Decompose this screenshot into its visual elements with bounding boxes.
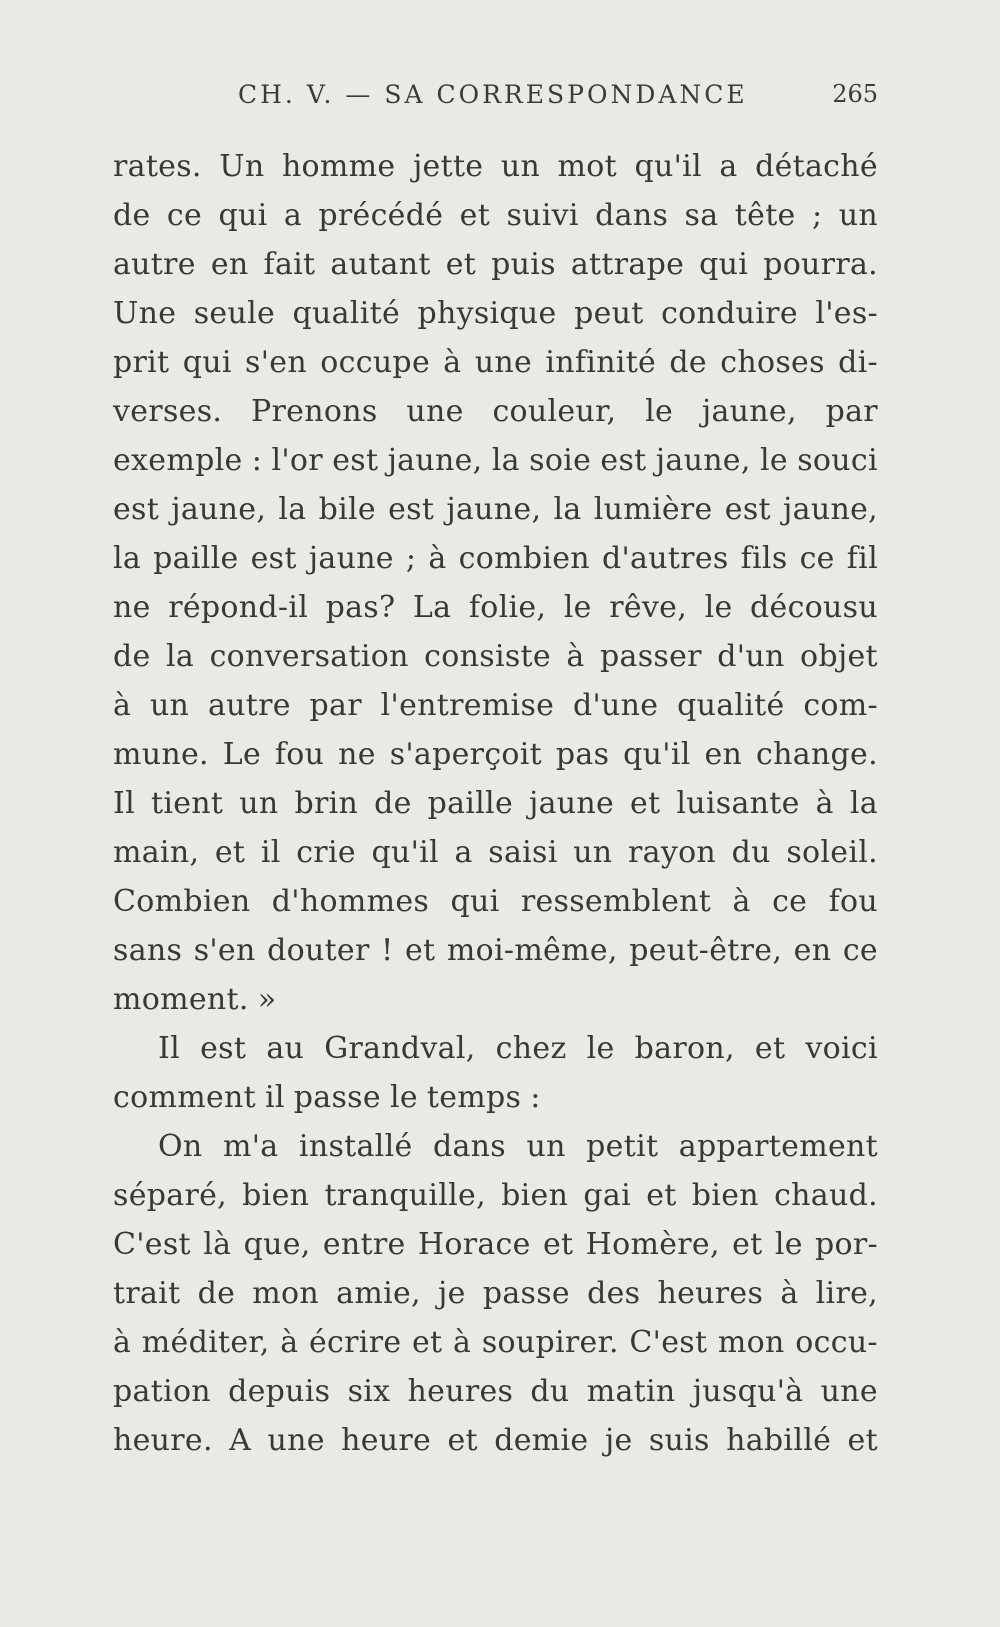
text-line [113, 1318, 878, 1367]
word: il [265, 1080, 285, 1115]
word: installé [298, 1129, 413, 1164]
word: méditer, [141, 1325, 270, 1360]
word: l'entremise [380, 688, 555, 723]
word: mune. [113, 737, 209, 772]
word: occupe [320, 345, 430, 380]
word: change. [756, 737, 878, 772]
word: jaune, [387, 443, 483, 478]
word: Homère, [585, 1227, 720, 1262]
word: de [113, 639, 151, 674]
word: occu- [795, 1325, 878, 1360]
word: qualité [292, 296, 401, 331]
word: Grandval, [324, 1031, 476, 1066]
word: Il [113, 786, 136, 821]
word: et [459, 198, 491, 233]
word: ; [811, 198, 823, 233]
word: ce [842, 933, 878, 968]
text-line [113, 583, 878, 632]
text-line [113, 142, 878, 191]
page-number: 265 [832, 80, 878, 108]
text-line [113, 1269, 878, 1318]
text-line [113, 1220, 878, 1269]
text-line [113, 1024, 878, 1073]
word: peut [574, 296, 644, 331]
word: C'est [629, 1325, 708, 1360]
word: a [719, 149, 738, 184]
word: luisante [676, 786, 800, 821]
word: bien [501, 1178, 569, 1213]
word: Une [113, 296, 177, 331]
text-line [113, 191, 878, 240]
word: jusqu'à [692, 1374, 804, 1409]
word: ce [799, 541, 835, 576]
word: C'est [113, 1227, 191, 1262]
word: le [645, 394, 674, 429]
word: gai [583, 1178, 631, 1213]
word: bien [691, 1178, 759, 1213]
word: un [573, 835, 613, 870]
text-line [113, 926, 878, 975]
word: qui [699, 247, 749, 282]
word: soie [529, 443, 592, 478]
text-line [113, 534, 878, 583]
word: à [443, 345, 462, 380]
word: s'en [193, 933, 256, 968]
word: qui [182, 345, 232, 380]
word: baron, [634, 1031, 735, 1066]
word: une [820, 1374, 878, 1409]
word: chaud. [774, 1178, 878, 1213]
word: tient [151, 786, 224, 821]
word: une [406, 394, 464, 429]
word: par [825, 394, 878, 429]
word: ne [338, 737, 376, 772]
word: séparé, [113, 1178, 227, 1213]
text-line [113, 387, 878, 436]
word: détaché [755, 149, 878, 184]
word: en [704, 737, 743, 772]
word: objet [800, 639, 878, 674]
word: soupirer. [481, 1325, 619, 1360]
word: qu'il [634, 149, 702, 184]
word: est [600, 443, 647, 478]
word: d'autres [601, 541, 729, 576]
word: précédé [318, 198, 444, 233]
word: Un [219, 149, 265, 184]
word: heure [341, 1423, 432, 1458]
word: et [630, 786, 661, 821]
word: couleur, [492, 394, 617, 429]
word: conversation [209, 639, 409, 674]
word: crie [296, 835, 356, 870]
word: : [530, 1080, 541, 1115]
word: et [732, 1227, 763, 1262]
text-line [113, 681, 878, 730]
word: la [849, 786, 878, 821]
word: dans [432, 1129, 506, 1164]
word: verses. [113, 394, 223, 429]
word: infinité [545, 345, 657, 380]
word: d'un [717, 639, 785, 674]
word: ne [113, 590, 151, 625]
word: et [847, 1423, 878, 1458]
word: Combien [113, 884, 251, 919]
running-head [118, 80, 878, 120]
word: est [200, 1031, 247, 1066]
word: le [774, 1227, 803, 1262]
word: di- [838, 345, 878, 380]
word: consiste [424, 639, 551, 674]
word: le [759, 443, 788, 478]
word: mon [717, 1325, 785, 1360]
word: prit [113, 345, 170, 380]
text-line [113, 828, 878, 877]
word: rates. [113, 149, 202, 184]
word: ! [381, 933, 394, 968]
word: passe [482, 1276, 570, 1311]
word: à [566, 639, 585, 674]
word: fou [828, 884, 878, 919]
word: On [158, 1129, 203, 1164]
word: six [347, 1374, 391, 1409]
word: la [166, 639, 195, 674]
word: à [453, 1325, 472, 1360]
word: la [491, 443, 520, 478]
word: je [604, 1423, 633, 1458]
word: combien [458, 541, 590, 576]
word: du [530, 1374, 570, 1409]
word: et [754, 1031, 786, 1066]
word: trait [113, 1276, 181, 1311]
word: autre [113, 247, 196, 282]
word: et [646, 1178, 677, 1213]
word: lire, [815, 1276, 878, 1311]
word: un [838, 198, 878, 233]
word: et [445, 247, 477, 282]
word: matin [586, 1374, 676, 1409]
word: est [113, 492, 160, 527]
word: à [113, 688, 132, 723]
word: s'aperçoit [389, 737, 543, 772]
word: Il [158, 1031, 181, 1066]
word: de [197, 1276, 236, 1311]
text-line [113, 975, 878, 1024]
word: à [780, 1276, 799, 1311]
word: fou [274, 737, 325, 772]
word: un [500, 149, 541, 184]
word: que, [243, 1227, 311, 1262]
text-line [113, 289, 878, 338]
word: autant [330, 247, 431, 282]
word: com- [803, 688, 878, 723]
word: bien [242, 1178, 310, 1213]
text-line [113, 436, 878, 485]
word: temps [426, 1080, 522, 1115]
word: est [724, 492, 771, 527]
word: l'or [271, 443, 323, 478]
word: ce [772, 884, 808, 919]
word: du [731, 835, 771, 870]
word: le [563, 590, 592, 625]
word: s'en [245, 345, 307, 380]
body-text [113, 142, 878, 1465]
word: par [309, 688, 362, 723]
word: souci [797, 443, 878, 478]
word: passer [600, 639, 702, 674]
word: a [283, 198, 303, 233]
text-line [113, 1416, 878, 1465]
word: et [214, 835, 246, 870]
word: de [669, 345, 707, 380]
word: fils [740, 541, 788, 576]
word: le [586, 1031, 615, 1066]
word: tranquille, [324, 1178, 486, 1213]
word: habillé [726, 1423, 832, 1458]
word: jaune [528, 786, 615, 821]
text-line [113, 632, 878, 681]
word: heures [657, 1276, 764, 1311]
word: fil [846, 541, 878, 576]
text-line [113, 1367, 878, 1416]
word: moi-même, [446, 933, 618, 968]
word: por- [815, 1227, 878, 1262]
word: voici [805, 1031, 878, 1066]
word: un [239, 786, 279, 821]
word: ressemblent [520, 884, 712, 919]
word: est [388, 492, 435, 527]
word: de [113, 198, 151, 233]
word: sans [113, 933, 183, 968]
word: à [428, 541, 447, 576]
word: » [257, 982, 277, 1017]
word: et [447, 1423, 478, 1458]
word: à [113, 1325, 132, 1360]
word: suivi [506, 198, 579, 233]
word: pas [555, 737, 610, 772]
word: et [412, 1325, 443, 1360]
word: exemple [113, 443, 243, 478]
word: le [389, 1080, 418, 1115]
word: décousu [750, 590, 878, 625]
word: moment. [113, 982, 249, 1017]
text-line [113, 730, 878, 779]
word: pation [113, 1374, 211, 1409]
word: Le [222, 737, 262, 772]
word: pas? [325, 590, 396, 625]
word: jaune, [701, 394, 797, 429]
word: et [404, 933, 436, 968]
word: saisi [488, 835, 558, 870]
word: qu'il [371, 835, 439, 870]
word: la [553, 492, 582, 527]
text-line [113, 1171, 878, 1220]
word: rêve, [609, 590, 688, 625]
word: est [250, 541, 297, 576]
word: paille [153, 541, 239, 576]
word: appartement [678, 1129, 878, 1164]
word: suis [648, 1423, 710, 1458]
word: brin [294, 786, 359, 821]
word: je [438, 1276, 466, 1311]
word: peut-être, [629, 933, 783, 968]
word: demie [494, 1423, 589, 1458]
word: soleil. [786, 835, 878, 870]
word: : [251, 443, 263, 478]
word: lumière [593, 492, 713, 527]
word: des [587, 1276, 641, 1311]
word: jaune [308, 541, 394, 576]
word: le [704, 590, 733, 625]
word: petit [586, 1129, 659, 1164]
word: choses [720, 345, 825, 380]
word: sa [684, 198, 719, 233]
word: au [266, 1031, 305, 1066]
word: à [815, 786, 834, 821]
word: mon [252, 1276, 320, 1311]
word: une [267, 1423, 325, 1458]
word: en [793, 933, 832, 968]
word: folie, [468, 590, 547, 625]
word: un [526, 1129, 566, 1164]
word: autre [207, 688, 291, 723]
word: entre [322, 1227, 406, 1262]
word: qui [218, 198, 268, 233]
word: il [260, 835, 281, 870]
word: là [203, 1227, 232, 1262]
word: jaune, [446, 492, 542, 527]
text-line [113, 240, 878, 289]
word: depuis [228, 1374, 331, 1409]
word: qui [450, 884, 500, 919]
word: A [229, 1423, 252, 1458]
word: seule [193, 296, 276, 331]
word: à [280, 1325, 299, 1360]
word: à [732, 884, 751, 919]
word: fait [263, 247, 316, 282]
word: m'a [222, 1129, 279, 1164]
word: comment [113, 1080, 256, 1115]
word: main, [113, 835, 200, 870]
text-line [113, 877, 878, 926]
word: en [210, 247, 249, 282]
word: La [412, 590, 452, 625]
word: chez [495, 1031, 567, 1066]
word: tête [734, 198, 796, 233]
word: est [332, 443, 379, 478]
word: Prenons [251, 394, 378, 429]
word: heure. [113, 1423, 213, 1458]
word: puis [491, 247, 556, 282]
word: la [278, 492, 307, 527]
word: qu'il [623, 737, 691, 772]
running-title: CH. V. — SA CORRESPONDANCE [238, 80, 748, 109]
text-line [113, 1122, 878, 1171]
word: et [542, 1227, 574, 1262]
text-line [113, 1073, 878, 1122]
text-line [113, 338, 878, 387]
word: jaune, [783, 492, 878, 527]
word: conduire [661, 296, 798, 331]
text-line [113, 485, 878, 534]
word: mot [557, 149, 618, 184]
word: physique [417, 296, 557, 331]
word: passe [293, 1080, 381, 1115]
word: rayon [628, 835, 717, 870]
word: l'es- [815, 296, 878, 331]
word: homme [281, 149, 396, 184]
word: d'hommes [271, 884, 430, 919]
word: jaune, [171, 492, 267, 527]
word: jaune, [655, 443, 751, 478]
word: ce [166, 198, 203, 233]
word: pourra. [763, 247, 878, 282]
word: Horace [417, 1227, 531, 1262]
word: une [474, 345, 533, 380]
word: attrape [570, 247, 685, 282]
word: de [374, 786, 412, 821]
word: amie, [336, 1276, 421, 1311]
word: d'une [572, 688, 659, 723]
word: bile [318, 492, 376, 527]
word: douter [267, 933, 370, 968]
word: dans [595, 198, 669, 233]
text-line [113, 779, 878, 828]
word: qualité [677, 688, 785, 723]
word: écrire [309, 1325, 402, 1360]
word: jette [412, 149, 484, 184]
word: la [113, 541, 142, 576]
word: répond-il [168, 590, 309, 625]
word: un [149, 688, 190, 723]
word: heures [407, 1374, 514, 1409]
word: a [454, 835, 473, 870]
word: ; [405, 541, 417, 576]
word: paille [427, 786, 514, 821]
